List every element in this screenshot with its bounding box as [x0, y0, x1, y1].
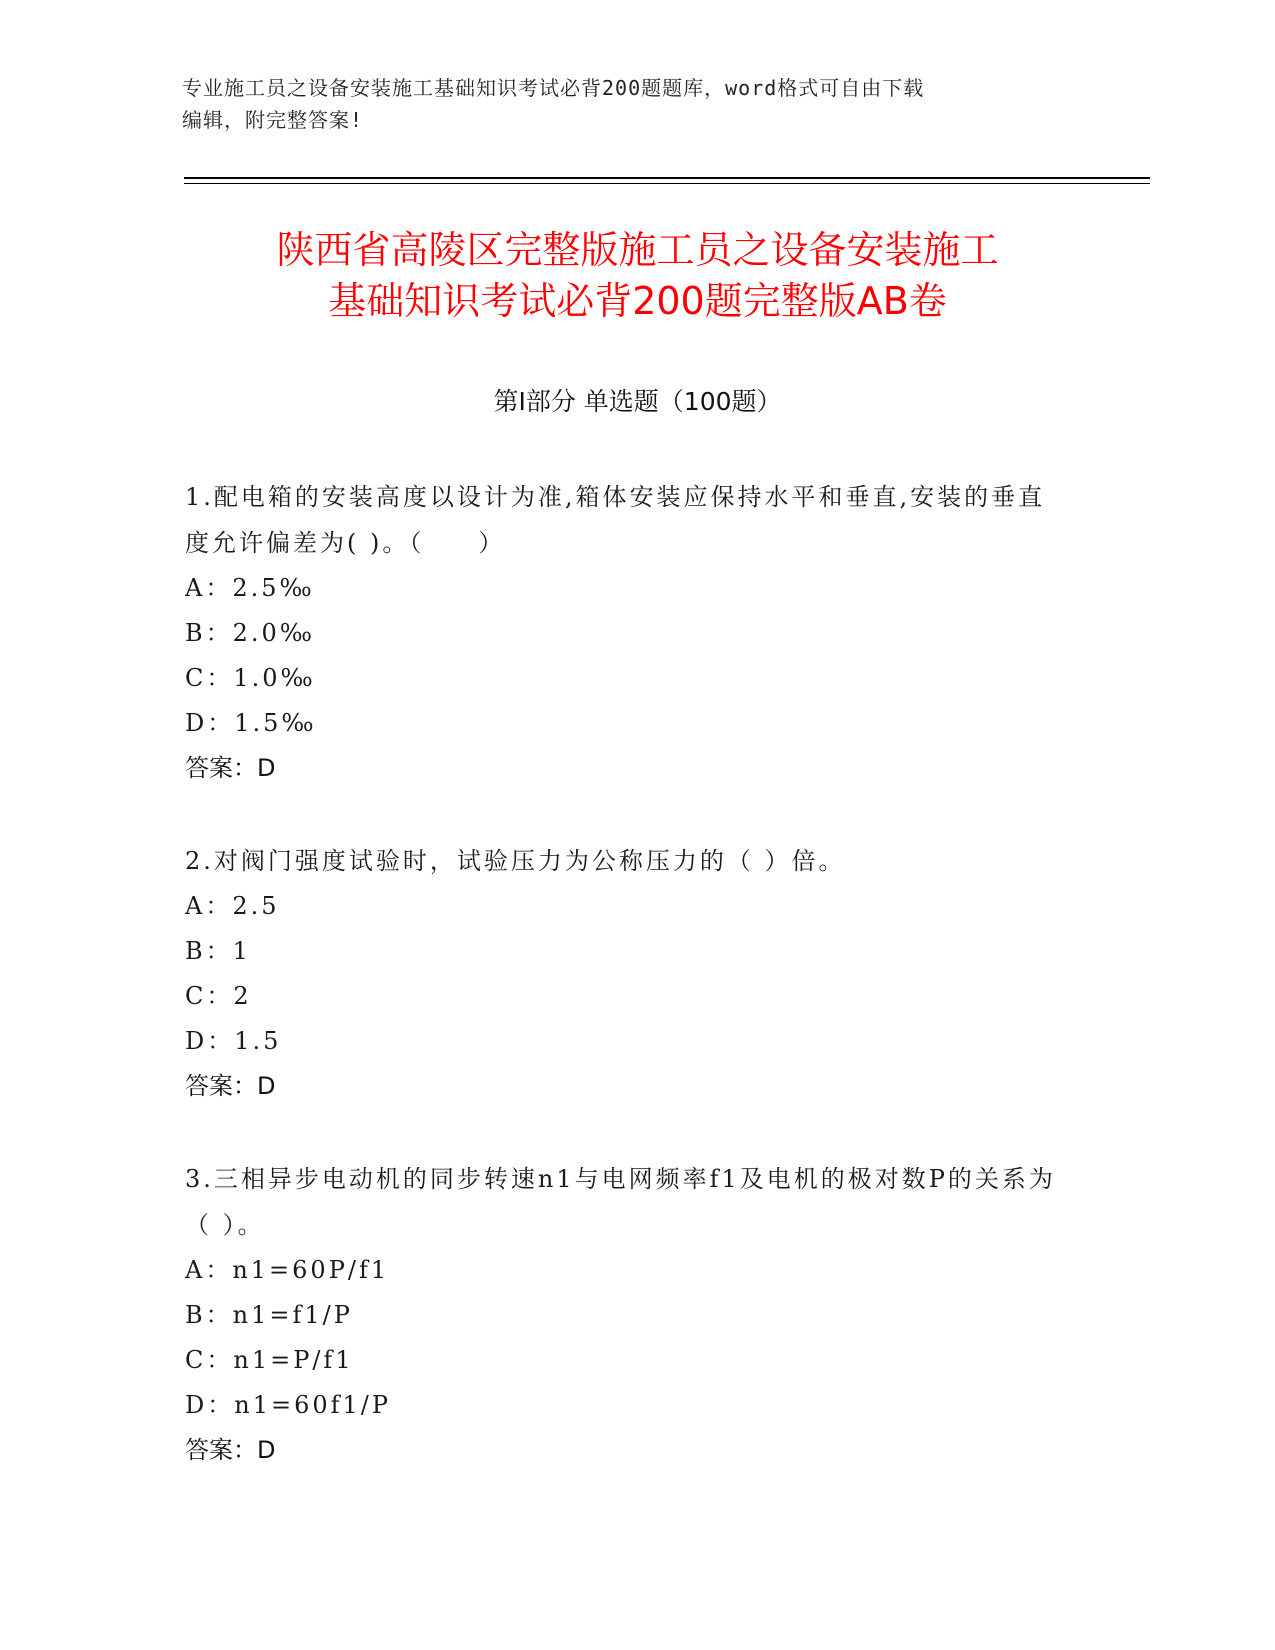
option-a: A：2.5‰: [185, 574, 315, 602]
question-stem: 2.对阀门强度试验时，试验压力为公称压力的（ ）倍。: [185, 847, 846, 875]
option-d: D：n1=60f1/P: [185, 1391, 392, 1419]
option-d: D：1.5: [185, 1027, 282, 1055]
option-d: D：1.5‰: [185, 709, 317, 737]
header-note: [182, 72, 1062, 136]
answer: 答案：D: [185, 1072, 276, 1100]
option-b: B：n1=f1/P: [185, 1301, 353, 1329]
option-b: B：1: [185, 937, 251, 965]
header-divider-thick: [184, 177, 1150, 179]
option-b: B：2.0‰: [185, 619, 316, 647]
question-list: [185, 474, 1065, 1520]
option-a: A：n1=60P/f1: [185, 1256, 390, 1284]
answer: 答案：D: [185, 1436, 276, 1464]
header-divider-thin: [184, 183, 1150, 184]
option-c: C：2: [185, 982, 252, 1010]
question-stem: 1.配电箱的安装高度以设计为准,箱体安装应保持水平和垂直,安装的垂直度允许偏差为( )。（ ）: [185, 483, 1046, 557]
question-3: [185, 1156, 1065, 1473]
question-1: [185, 474, 1065, 791]
question-2: [185, 838, 1065, 1109]
option-c: C：n1=P/f1: [185, 1346, 354, 1374]
option-c: C：1.0‰: [185, 664, 316, 692]
question-stem: 3.三相异步电动机的同步转速n1与电网频率f1及电机的极对数P的关系为（ ）。: [185, 1165, 1056, 1239]
answer: 答案：D: [185, 754, 276, 782]
section-heading: 第I部分 单选题（100题）: [493, 387, 782, 416]
document-title-line-2: 基础知识考试必背200题完整版AB卷: [328, 279, 947, 323]
header-note-line-2: 编辑，附完整答案!: [182, 108, 364, 132]
option-a: A：2.5: [185, 892, 280, 920]
header-note-line-1: 专业施工员之设备安装施工基础知识考试必背200题题库，word格式可自由下载: [182, 76, 925, 100]
document-title: [150, 225, 1125, 327]
document-title-line-1: 陕西省高陵区完整版施工员之设备安装施工: [276, 228, 999, 272]
